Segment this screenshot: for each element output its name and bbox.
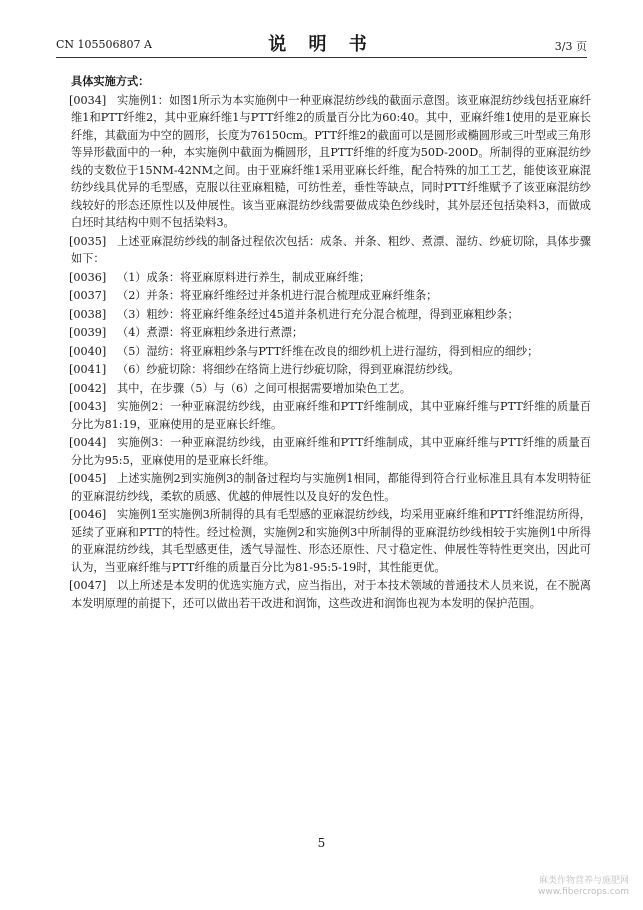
- watermark-url: www.fibercrops.com: [538, 887, 629, 897]
- paragraph: [71, 361, 591, 379]
- paragraph-number: [0034]: [69, 93, 107, 107]
- paragraph-text: （6）纱疵切除：将细纱在络筒上进行纱疵切除，得到亚麻混纺纱线。: [117, 363, 460, 376]
- header-rule: [56, 57, 587, 58]
- document-body: [71, 73, 591, 613]
- paragraph: [71, 506, 591, 576]
- document-number: CN 105506807 A: [56, 38, 152, 51]
- paragraph-list: [71, 92, 591, 613]
- paragraph-number: [0036]: [69, 270, 107, 284]
- paragraph: [71, 434, 591, 469]
- paragraph-number: [0040]: [69, 344, 107, 358]
- paragraph: [71, 324, 591, 342]
- paragraph-text: 上述亚麻混纺纱线的制备过程依次包括：成条、并条、粗纱、煮漂、湿纺、纱疵切除，具体步骤如下：: [71, 234, 591, 265]
- paragraph: [71, 343, 591, 361]
- paragraph-text: （4）煮漂：将亚麻粗纱条进行煮漂；: [117, 326, 304, 339]
- page-indicator: 3/3 页: [554, 40, 587, 53]
- page-header: [56, 30, 587, 56]
- paragraph: [71, 577, 591, 612]
- paragraph-number: [0045]: [69, 472, 107, 485]
- paragraph-text: 实施例1：如图1所示为本实施例中一种亚麻混纺纱线的截面示意图。该亚麻混纺纱线包括亚麻纤维1和PTT纤维2，其中亚麻纤维1与PTT纤维2的质量百分比为60:40。其中，亚麻纤维1使用的是亚麻长纤维，其截面为中空的圆形，长度为76150cm。PTT纤维2的截面可以是圆形或椭圆形或三叶型或三角形等异形截面中的一种，本实施例中截面为椭圆形，且PTT纤维的纤度为50D-200D。所制得的亚麻混纺纱线的支数位于15NM-42NM之间。由于亚麻纤维1采用亚麻长纤维，配合特殊的加工工艺，能使该亚麻混纺纱线具优异的毛型感，克服以往亚麻粗糙，可纺性差，垂性等缺点，同时PTT纤维赋予了该亚麻混纺纱线较好的形态还原性以及伸展性。该当亚麻混纺纱线需要做成染色纱线时，其外层还包括染料3，而做成白坯时其结构中则不包括染料3。: [71, 93, 591, 229]
- section-heading: 具体实施方式：: [71, 74, 150, 88]
- paragraph-text: 实施例1至实施例3所制得的具有毛型感的亚麻混纺纱线，均采用亚麻纤维和PTT纤维混纺所得，延续了亚麻和PTT的特性。经过检测，实施例2和实施例3中所制得的亚麻混纺纱线相较于实施例1中所得的亚麻混纺纱线，其毛型感更佳，透气导湿性、形态还原性、尺寸稳定性、伸展性等特性更突出，因此可认为，当亚麻纤维与PTT纤维的质量百分比为81-95:5-19时，其性能更优。: [71, 508, 591, 574]
- paragraph: [71, 306, 591, 324]
- paragraph: [71, 380, 591, 398]
- paragraph-text: 其中，在步骤（5）与（6）之间可根据需要增加染色工艺。: [117, 381, 411, 395]
- paragraph-text: 上述实施例2到实施例3的制备过程均与实施例1相同，都能得到符合行业标准且具有本发明特征的亚麻混纺纱线，柔软的质感、优越的伸展性以及良好的发色性。: [71, 472, 591, 503]
- paragraph-number: [0041]: [69, 363, 107, 376]
- paragraph-number: [0047]: [69, 579, 107, 592]
- paragraph-number: [0038]: [69, 307, 107, 321]
- page-number: 5: [317, 836, 326, 850]
- paragraph-text: （5）湿纺：将亚麻粗纱条与PTT纤维在改良的细纱机上进行湿纺，得到相应的细纱；: [117, 344, 539, 358]
- paragraph: [71, 269, 591, 287]
- paragraph-number: [0039]: [69, 326, 107, 339]
- paragraph-number: [0037]: [69, 289, 107, 302]
- paragraph-text: 以上所述是本发明的优选实施方式，应当指出，对于本技术领域的普通技术人员来说，在不脱离本发明原理的前提下，还可以做出若干改进和润饰，这些改进和润饰也视为本发明的保护范围。: [71, 579, 591, 610]
- paragraph-number: [0043]: [69, 400, 107, 413]
- paragraph-number: [0042]: [69, 381, 107, 395]
- paragraph: [71, 287, 591, 305]
- paragraph: [71, 398, 591, 433]
- paragraph-number: [0044]: [69, 436, 107, 449]
- paragraph-text: （2）并条：将亚麻纤维经过并条机进行混合梳理成亚麻纤维条；: [117, 289, 438, 302]
- paragraph: [71, 470, 591, 505]
- paragraph-number: [0035]: [69, 234, 107, 248]
- paragraph-text: （1）成条：将亚麻原料进行养生，制成亚麻纤维；: [117, 270, 371, 284]
- watermark: [538, 876, 629, 898]
- paragraph-text: （3）粗纱：将亚麻纤维条经过45道并条机进行充分混合梳理，得到亚麻粗纱条；: [117, 307, 519, 321]
- document-title: 说 明 书: [268, 34, 375, 55]
- paragraph-text: 实施例3：一种亚麻混纺纱线，由亚麻纤维和PTT纤维制成，其中亚麻纤维与PTT纤维的质量百分比为95:5，亚麻使用的是亚麻长纤维。: [71, 436, 591, 467]
- watermark-text: 麻类作物营养与施肥网: [538, 876, 629, 886]
- paragraph-text: 实施例2：一种亚麻混纺纱线，由亚麻纤维和PTT纤维制成，其中亚麻纤维与PTT纤维的质量百分比为81:19，亚麻使用的是亚麻长纤维。: [71, 400, 591, 431]
- paragraph-number: [0046]: [69, 508, 107, 521]
- paragraph: [71, 92, 591, 232]
- paragraph: [71, 233, 591, 268]
